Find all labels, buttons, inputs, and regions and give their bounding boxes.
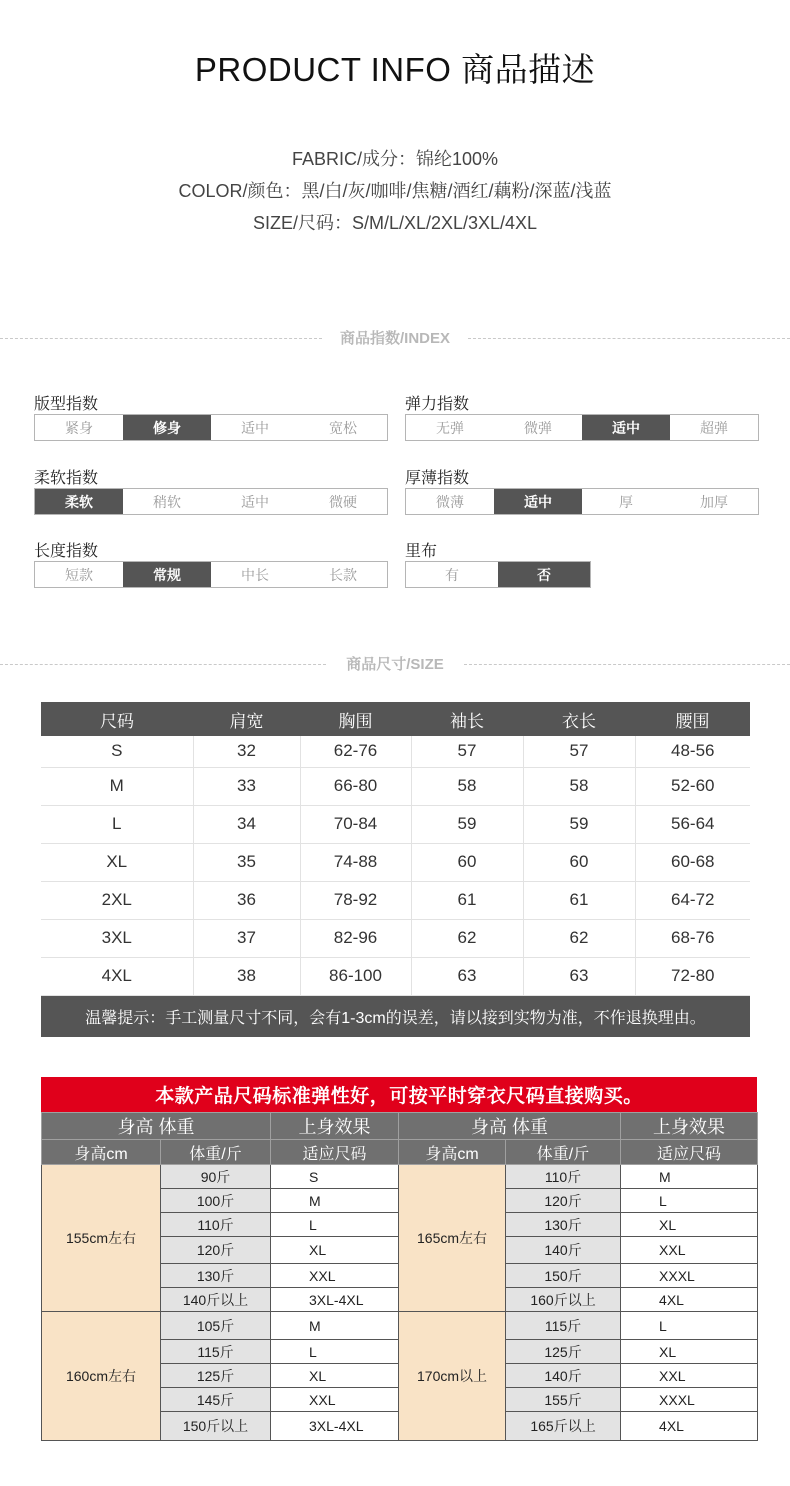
index-bar <box>34 414 388 441</box>
fit-sub-height-right: 身高cm <box>399 1140 506 1165</box>
fit-height-cell: 170cm以上 <box>399 1312 506 1441</box>
fit-height-cell: 165cm左右 <box>399 1165 506 1312</box>
index-option-selected: 常规 <box>123 562 211 587</box>
index-bar <box>34 488 388 515</box>
fit-size-cell: 3XL-4XL <box>271 1412 399 1441</box>
size-column-header: 胸围 <box>300 702 411 736</box>
fit-weight-cell: 115斤 <box>506 1312 621 1340</box>
size-cell: XL <box>41 843 193 881</box>
size-cell: 63 <box>523 957 635 995</box>
fit-weight-cell: 150斤以上 <box>161 1412 271 1441</box>
size-cell: 57 <box>411 736 523 767</box>
fit-header-effect-left: 上身效果 <box>271 1113 399 1140</box>
size-cell: 32 <box>193 736 300 767</box>
index-label: 版型指数 <box>34 396 99 413</box>
size-table-row <box>41 843 750 881</box>
fit-size-cell: 4XL <box>621 1412 758 1441</box>
size-cell: 56-64 <box>635 805 750 843</box>
index-option: 长款 <box>329 566 357 583</box>
size-table-row <box>41 919 750 957</box>
fit-weight-cell: 125斤 <box>161 1364 271 1388</box>
fit-header-effect-right: 上身效果 <box>621 1113 758 1140</box>
index-bar <box>405 488 759 515</box>
fit-weight-cell: 120斤 <box>506 1189 621 1213</box>
index-option: 无弹 <box>436 419 464 436</box>
fit-sub-height-left: 身高cm <box>42 1140 161 1165</box>
index-option: 稍软 <box>153 493 181 510</box>
index-option: 微硬 <box>329 493 357 510</box>
size-cell: 60-68 <box>635 843 750 881</box>
fit-size-cell: XXL <box>621 1237 758 1264</box>
size-cell: 59 <box>411 805 523 843</box>
fit-header-body-left: 身高 体重 <box>42 1113 271 1140</box>
fit-table-row <box>42 1165 758 1189</box>
fit-size-cell: 4XL <box>621 1288 758 1312</box>
size-table-row <box>41 736 750 767</box>
index-label: 厚薄指数 <box>405 470 470 487</box>
fit-weight-cell: 165斤以上 <box>506 1412 621 1441</box>
index-label: 长度指数 <box>34 543 99 560</box>
fit-weight-cell: 105斤 <box>161 1312 271 1340</box>
size-tip: 温馨提示：手工测量尺寸不同，会有1-3cm的误差，请以接到实物为准，不作退换理由。 <box>41 996 750 1037</box>
fit-size-cell: 3XL-4XL <box>271 1288 399 1312</box>
size-cell: 37 <box>193 919 300 957</box>
fit-size-cell: XXL <box>621 1364 758 1388</box>
size-table-header <box>41 702 750 736</box>
size-cell: 61 <box>523 881 635 919</box>
size-cell: 52-60 <box>635 767 750 805</box>
size-cell: 2XL <box>41 881 193 919</box>
size-cell: L <box>41 805 193 843</box>
page-title: PRODUCT INFO 商品描述 <box>194 51 596 88</box>
size-cell: 59 <box>523 805 635 843</box>
size-table-row <box>41 767 750 805</box>
fit-size-cell: L <box>271 1340 399 1364</box>
size-cell: 70-84 <box>300 805 411 843</box>
fit-sub-size-left: 适应尺码 <box>271 1140 399 1165</box>
index-bar <box>34 561 388 588</box>
fit-weight-cell: 125斤 <box>506 1340 621 1364</box>
fit-height-cell: 155cm左右 <box>42 1165 161 1312</box>
size-cell: 35 <box>193 843 300 881</box>
fit-weight-cell: 90斤 <box>161 1165 271 1189</box>
size-column-header: 袖长 <box>411 702 523 736</box>
size-cell: 68-76 <box>635 919 750 957</box>
size-cell: 38 <box>193 957 300 995</box>
fit-banner: 本款产品尺码标准弹性好，可按平时穿衣尺码直接购买。 <box>41 1077 757 1112</box>
fit-size-cell: XXL <box>271 1264 399 1288</box>
fit-size-cell: M <box>271 1189 399 1213</box>
size-cell: 72-80 <box>635 957 750 995</box>
index-divider <box>0 329 790 349</box>
size-cell: 48-56 <box>635 736 750 767</box>
index-option: 短款 <box>65 566 93 583</box>
fit-size-cell: L <box>621 1189 758 1213</box>
size-cell: 86-100 <box>300 957 411 995</box>
index-option: 宽松 <box>329 419 357 436</box>
size-column-header: 尺码 <box>41 702 193 736</box>
color-info: COLOR/颜色：黑/白/灰/咖啡/焦糖/酒红/藕粉/深蓝/浅蓝 <box>178 181 612 201</box>
fabric-info: FABRIC/成分：锦纶100% <box>291 149 499 169</box>
index-option: 适中 <box>241 419 269 436</box>
fit-weight-cell: 115斤 <box>161 1340 271 1364</box>
index-option: 紧身 <box>65 419 93 436</box>
index-option: 有 <box>445 566 459 583</box>
size-table <box>41 702 750 996</box>
size-cell: 61 <box>411 881 523 919</box>
fit-weight-cell: 130斤 <box>161 1264 271 1288</box>
fit-size-cell: XL <box>271 1237 399 1264</box>
index-label: 柔软指数 <box>34 470 99 487</box>
fit-size-cell: S <box>271 1165 399 1189</box>
fit-sub-weight-left: 体重/斤 <box>161 1140 271 1165</box>
index-option-selected: 否 <box>498 562 590 587</box>
fit-table-row <box>42 1312 758 1340</box>
fit-weight-cell: 100斤 <box>161 1189 271 1213</box>
size-cell: 60 <box>411 843 523 881</box>
size-column-header: 肩宽 <box>193 702 300 736</box>
size-cell: 74-88 <box>300 843 411 881</box>
index-bar <box>405 561 591 588</box>
fit-size-cell: L <box>621 1312 758 1340</box>
fit-size-cell: L <box>271 1213 399 1237</box>
size-info: SIZE/尺码：S/M/L/XL/2XL/3XL/4XL <box>252 213 538 233</box>
index-option-selected: 适中 <box>582 415 670 440</box>
fit-weight-cell: 155斤 <box>506 1388 621 1412</box>
fit-sub-size-right: 适应尺码 <box>621 1140 758 1165</box>
fit-weight-cell: 130斤 <box>506 1213 621 1237</box>
size-column-header: 衣长 <box>523 702 635 736</box>
index-option: 中长 <box>241 566 269 583</box>
size-cell: 34 <box>193 805 300 843</box>
size-cell: M <box>41 767 193 805</box>
fit-weight-cell: 160斤以上 <box>506 1288 621 1312</box>
size-cell: 3XL <box>41 919 193 957</box>
size-cell: 63 <box>411 957 523 995</box>
size-cell: 60 <box>523 843 635 881</box>
fit-size-cell: XL <box>271 1364 399 1388</box>
fit-weight-cell: 150斤 <box>506 1264 621 1288</box>
index-option: 加厚 <box>700 493 728 510</box>
size-cell: 82-96 <box>300 919 411 957</box>
size-cell: 36 <box>193 881 300 919</box>
fit-size-cell: XXXL <box>621 1264 758 1288</box>
fit-weight-cell: 145斤 <box>161 1388 271 1412</box>
fit-header-body-right: 身高 体重 <box>399 1113 621 1140</box>
fit-size-cell: M <box>271 1312 399 1340</box>
size-cell: 78-92 <box>300 881 411 919</box>
fit-height-cell: 160cm左右 <box>42 1312 161 1441</box>
size-cell: 62-76 <box>300 736 411 767</box>
index-option: 厚 <box>619 493 633 510</box>
size-table-row <box>41 957 750 995</box>
size-cell: 58 <box>523 767 635 805</box>
size-cell: 62 <box>523 919 635 957</box>
size-cell: 64-72 <box>635 881 750 919</box>
size-cell: 58 <box>411 767 523 805</box>
index-label: 弹力指数 <box>405 396 470 413</box>
fit-weight-cell: 140斤以上 <box>161 1288 271 1312</box>
fit-weight-cell: 140斤 <box>506 1237 621 1264</box>
size-table-row <box>41 805 750 843</box>
index-heading: 商品指数/INDEX <box>339 330 450 347</box>
index-option: 适中 <box>241 493 269 510</box>
fit-weight-cell: 140斤 <box>506 1364 621 1388</box>
index-label: 里布 <box>405 543 438 560</box>
fit-weight-cell: 110斤 <box>161 1213 271 1237</box>
fit-size-cell: XL <box>621 1340 758 1364</box>
size-table-row <box>41 881 750 919</box>
fit-size-cell: XXXL <box>621 1388 758 1412</box>
fit-size-cell: XXL <box>271 1388 399 1412</box>
fit-size-cell: XL <box>621 1213 758 1237</box>
size-column-header: 腰围 <box>635 702 750 736</box>
size-cell: 4XL <box>41 957 193 995</box>
size-cell: 66-80 <box>300 767 411 805</box>
size-heading: 商品尺寸/SIZE <box>346 656 444 673</box>
index-option: 微弹 <box>524 419 552 436</box>
fit-sub-weight-right: 体重/斤 <box>506 1140 621 1165</box>
index-option: 超弹 <box>700 419 728 436</box>
index-option: 微薄 <box>436 493 464 510</box>
index-option-selected: 适中 <box>494 489 582 514</box>
size-divider <box>0 655 790 675</box>
fit-weight-cell: 120斤 <box>161 1237 271 1264</box>
fit-table <box>41 1112 758 1441</box>
size-cell: S <box>41 736 193 767</box>
fit-size-cell: M <box>621 1165 758 1189</box>
index-option-selected: 修身 <box>123 415 211 440</box>
size-cell: 62 <box>411 919 523 957</box>
fit-weight-cell: 110斤 <box>506 1165 621 1189</box>
size-cell: 57 <box>523 736 635 767</box>
size-cell: 33 <box>193 767 300 805</box>
index-bar <box>405 414 759 441</box>
index-option-selected: 柔软 <box>35 489 123 514</box>
